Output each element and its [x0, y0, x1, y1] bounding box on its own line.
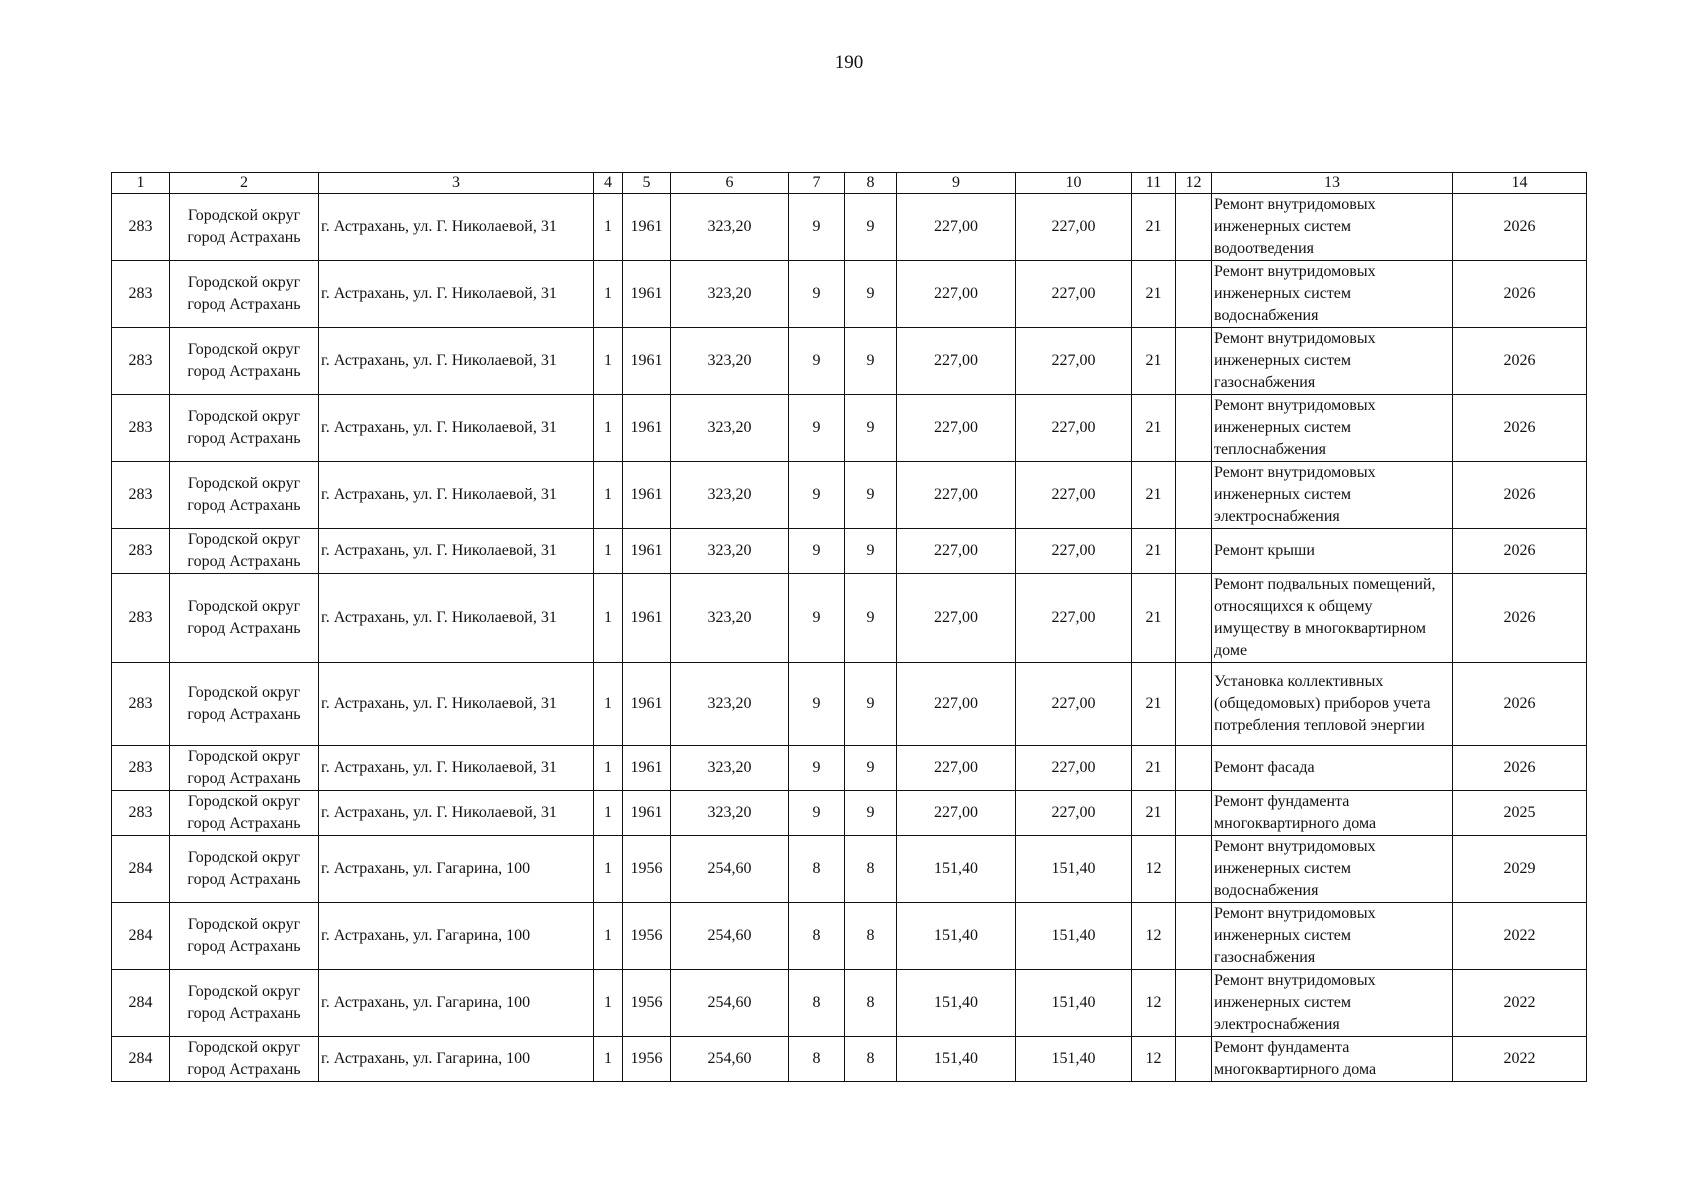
row-number-cell: 284 [112, 970, 170, 1037]
area-cell: 323,20 [671, 529, 789, 574]
col4-cell: 1 [594, 328, 623, 395]
column-header: 1 [112, 173, 170, 194]
col11-cell: 21 [1132, 395, 1176, 462]
col12-cell [1176, 746, 1212, 791]
work-type-cell: Ремонт внутридомовых инженерных систем газоснабжения [1212, 903, 1453, 970]
municipality-cell: Городской округ город Астрахань [170, 663, 319, 746]
col11-cell: 12 [1132, 903, 1176, 970]
col11-cell: 21 [1132, 791, 1176, 836]
year-cell: 1956 [623, 836, 671, 903]
col11-cell: 21 [1132, 529, 1176, 574]
plan-year-cell: 2026 [1453, 529, 1587, 574]
col9-cell: 227,00 [897, 462, 1016, 529]
col8-cell: 9 [845, 791, 897, 836]
municipality-cell: Городской округ город Астрахань [170, 791, 319, 836]
plan-year-cell: 2026 [1453, 462, 1587, 529]
municipality-cell: Городской округ город Астрахань [170, 903, 319, 970]
capital-repair-table [111, 172, 1587, 1082]
col4-cell: 1 [594, 529, 623, 574]
area-cell: 254,60 [671, 836, 789, 903]
municipality-cell: Городской округ город Астрахань [170, 529, 319, 574]
row-number-cell: 283 [112, 395, 170, 462]
year-cell: 1961 [623, 529, 671, 574]
work-type-cell: Ремонт внутридомовых инженерных систем водоотведения [1212, 194, 1453, 261]
area-cell: 323,20 [671, 663, 789, 746]
year-cell: 1961 [623, 328, 671, 395]
year-cell: 1956 [623, 1037, 671, 1082]
area-cell: 323,20 [671, 462, 789, 529]
col4-cell: 1 [594, 836, 623, 903]
address-cell: г. Астрахань, ул. Г. Николаевой, 31 [319, 328, 594, 395]
col8-cell: 9 [845, 395, 897, 462]
row-number-cell: 283 [112, 746, 170, 791]
area-cell: 254,60 [671, 903, 789, 970]
col4-cell: 1 [594, 261, 623, 328]
col4-cell: 1 [594, 746, 623, 791]
year-cell: 1961 [623, 395, 671, 462]
table-row [112, 462, 1587, 529]
work-type-cell: Ремонт внутридомовых инженерных систем водоснабжения [1212, 261, 1453, 328]
area-cell: 323,20 [671, 791, 789, 836]
table-row [112, 395, 1587, 462]
column-header: 10 [1016, 173, 1132, 194]
col4-cell: 1 [594, 574, 623, 663]
row-number-cell: 283 [112, 791, 170, 836]
col12-cell [1176, 970, 1212, 1037]
col7-cell: 9 [789, 529, 845, 574]
col9-cell: 151,40 [897, 903, 1016, 970]
column-header: 5 [623, 173, 671, 194]
col12-cell [1176, 529, 1212, 574]
table-row [112, 903, 1587, 970]
table-row [112, 529, 1587, 574]
col12-cell [1176, 462, 1212, 529]
area-cell: 254,60 [671, 1037, 789, 1082]
work-type-cell: Ремонт фасада [1212, 746, 1453, 791]
work-type-cell: Ремонт внутридомовых инженерных систем теплоснабжения [1212, 395, 1453, 462]
col11-cell: 12 [1132, 1037, 1176, 1082]
col9-cell: 227,00 [897, 395, 1016, 462]
year-cell: 1961 [623, 663, 671, 746]
column-header: 12 [1176, 173, 1212, 194]
col7-cell: 9 [789, 261, 845, 328]
column-header: 9 [897, 173, 1016, 194]
col8-cell: 8 [845, 970, 897, 1037]
col7-cell: 8 [789, 1037, 845, 1082]
area-cell: 323,20 [671, 395, 789, 462]
year-cell: 1961 [623, 194, 671, 261]
row-number-cell: 283 [112, 529, 170, 574]
col9-cell: 151,40 [897, 1037, 1016, 1082]
col10-cell: 227,00 [1016, 746, 1132, 791]
col12-cell [1176, 574, 1212, 663]
row-number-cell: 284 [112, 1037, 170, 1082]
col12-cell [1176, 903, 1212, 970]
work-type-cell: Ремонт крыши [1212, 529, 1453, 574]
col8-cell: 9 [845, 328, 897, 395]
col8-cell: 9 [845, 261, 897, 328]
year-cell: 1961 [623, 574, 671, 663]
col7-cell: 9 [789, 663, 845, 746]
col8-cell: 9 [845, 746, 897, 791]
col11-cell: 21 [1132, 328, 1176, 395]
col9-cell: 227,00 [897, 791, 1016, 836]
col12-cell [1176, 663, 1212, 746]
col7-cell: 9 [789, 395, 845, 462]
year-cell: 1961 [623, 791, 671, 836]
area-cell: 254,60 [671, 970, 789, 1037]
municipality-cell: Городской округ город Астрахань [170, 836, 319, 903]
table-row [112, 663, 1587, 746]
col12-cell [1176, 836, 1212, 903]
col11-cell: 12 [1132, 970, 1176, 1037]
row-number-cell: 283 [112, 574, 170, 663]
col11-cell: 21 [1132, 194, 1176, 261]
table-row [112, 194, 1587, 261]
col4-cell: 1 [594, 791, 623, 836]
table-row [112, 1037, 1587, 1082]
col8-cell: 8 [845, 903, 897, 970]
row-number-cell: 283 [112, 663, 170, 746]
col8-cell: 9 [845, 194, 897, 261]
column-header: 14 [1453, 173, 1587, 194]
row-number-cell: 283 [112, 462, 170, 529]
col12-cell [1176, 395, 1212, 462]
col8-cell: 8 [845, 1037, 897, 1082]
col7-cell: 8 [789, 970, 845, 1037]
col9-cell: 151,40 [897, 836, 1016, 903]
col4-cell: 1 [594, 970, 623, 1037]
address-cell: г. Астрахань, ул. Г. Николаевой, 31 [319, 791, 594, 836]
address-cell: г. Астрахань, ул. Г. Николаевой, 31 [319, 261, 594, 328]
municipality-cell: Городской округ город Астрахань [170, 328, 319, 395]
col9-cell: 227,00 [897, 194, 1016, 261]
year-cell: 1961 [623, 746, 671, 791]
work-type-cell: Ремонт внутридомовых инженерных систем электроснабжения [1212, 462, 1453, 529]
address-cell: г. Астрахань, ул. Г. Николаевой, 31 [319, 574, 594, 663]
col10-cell: 227,00 [1016, 194, 1132, 261]
plan-year-cell: 2026 [1453, 574, 1587, 663]
plan-year-cell: 2026 [1453, 328, 1587, 395]
col9-cell: 151,40 [897, 970, 1016, 1037]
row-number-cell: 284 [112, 903, 170, 970]
municipality-cell: Городской округ город Астрахань [170, 194, 319, 261]
col10-cell: 227,00 [1016, 663, 1132, 746]
column-header: 2 [170, 173, 319, 194]
col10-cell: 227,00 [1016, 462, 1132, 529]
address-cell: г. Астрахань, ул. Гагарина, 100 [319, 836, 594, 903]
row-number-cell: 284 [112, 836, 170, 903]
plan-year-cell: 2026 [1453, 261, 1587, 328]
plan-year-cell: 2022 [1453, 903, 1587, 970]
header-row [112, 173, 1587, 194]
col12-cell [1176, 328, 1212, 395]
col4-cell: 1 [594, 903, 623, 970]
col9-cell: 227,00 [897, 746, 1016, 791]
row-number-cell: 283 [112, 328, 170, 395]
col10-cell: 151,40 [1016, 836, 1132, 903]
column-header: 13 [1212, 173, 1453, 194]
col10-cell: 151,40 [1016, 970, 1132, 1037]
address-cell: г. Астрахань, ул. Г. Николаевой, 31 [319, 395, 594, 462]
municipality-cell: Городской округ город Астрахань [170, 1037, 319, 1082]
col11-cell: 21 [1132, 574, 1176, 663]
col4-cell: 1 [594, 663, 623, 746]
work-type-cell: Ремонт фундамента многоквартирного дома [1212, 1037, 1453, 1082]
municipality-cell: Городской округ город Астрахань [170, 746, 319, 791]
col8-cell: 8 [845, 836, 897, 903]
address-cell: г. Астрахань, ул. Г. Николаевой, 31 [319, 529, 594, 574]
work-type-cell: Ремонт внутридомовых инженерных систем водоснабжения [1212, 836, 1453, 903]
work-type-cell: Ремонт подвальных помещений, относящихся к общему имуществу в многоквартирном доме [1212, 574, 1453, 663]
plan-year-cell: 2026 [1453, 746, 1587, 791]
col9-cell: 227,00 [897, 261, 1016, 328]
plan-year-cell: 2022 [1453, 1037, 1587, 1082]
column-header: 6 [671, 173, 789, 194]
col11-cell: 21 [1132, 462, 1176, 529]
col9-cell: 227,00 [897, 663, 1016, 746]
work-type-cell: Ремонт внутридомовых инженерных систем газоснабжения [1212, 328, 1453, 395]
table-row [112, 836, 1587, 903]
col11-cell: 21 [1132, 746, 1176, 791]
area-cell: 323,20 [671, 261, 789, 328]
plan-year-cell: 2022 [1453, 970, 1587, 1037]
col4-cell: 1 [594, 1037, 623, 1082]
work-type-cell: Ремонт внутридомовых инженерных систем электроснабжения [1212, 970, 1453, 1037]
municipality-cell: Городской округ город Астрахань [170, 395, 319, 462]
table-row [112, 746, 1587, 791]
municipality-cell: Городской округ город Астрахань [170, 574, 319, 663]
col7-cell: 9 [789, 194, 845, 261]
col4-cell: 1 [594, 395, 623, 462]
col7-cell: 8 [789, 903, 845, 970]
municipality-cell: Городской округ город Астрахань [170, 261, 319, 328]
row-number-cell: 283 [112, 194, 170, 261]
year-cell: 1961 [623, 261, 671, 328]
col4-cell: 1 [594, 462, 623, 529]
year-cell: 1961 [623, 462, 671, 529]
work-type-cell: Ремонт фундамента многоквартирного дома [1212, 791, 1453, 836]
area-cell: 323,20 [671, 328, 789, 395]
col12-cell [1176, 194, 1212, 261]
area-cell: 323,20 [671, 194, 789, 261]
work-type-cell: Установка коллективных (общедомовых) приборов учета потребления тепловой энергии [1212, 663, 1453, 746]
municipality-cell: Городской округ город Астрахань [170, 462, 319, 529]
address-cell: г. Астрахань, ул. Г. Николаевой, 31 [319, 194, 594, 261]
table-row [112, 970, 1587, 1037]
year-cell: 1956 [623, 903, 671, 970]
col8-cell: 9 [845, 574, 897, 663]
address-cell: г. Астрахань, ул. Г. Николаевой, 31 [319, 663, 594, 746]
col8-cell: 9 [845, 462, 897, 529]
col9-cell: 227,00 [897, 574, 1016, 663]
address-cell: г. Астрахань, ул. Гагарина, 100 [319, 1037, 594, 1082]
address-cell: г. Астрахань, ул. Гагарина, 100 [319, 970, 594, 1037]
column-header: 7 [789, 173, 845, 194]
col10-cell: 227,00 [1016, 574, 1132, 663]
address-cell: г. Астрахань, ул. Г. Николаевой, 31 [319, 462, 594, 529]
col7-cell: 9 [789, 791, 845, 836]
col7-cell: 9 [789, 574, 845, 663]
col11-cell: 21 [1132, 261, 1176, 328]
col11-cell: 12 [1132, 836, 1176, 903]
address-cell: г. Астрахань, ул. Г. Николаевой, 31 [319, 746, 594, 791]
col8-cell: 9 [845, 529, 897, 574]
address-cell: г. Астрахань, ул. Гагарина, 100 [319, 903, 594, 970]
col7-cell: 9 [789, 462, 845, 529]
col9-cell: 227,00 [897, 328, 1016, 395]
col10-cell: 227,00 [1016, 261, 1132, 328]
col10-cell: 151,40 [1016, 1037, 1132, 1082]
col12-cell [1176, 791, 1212, 836]
plan-year-cell: 2026 [1453, 194, 1587, 261]
col10-cell: 227,00 [1016, 529, 1132, 574]
table-row [112, 791, 1587, 836]
table-row [112, 261, 1587, 328]
plan-year-cell: 2026 [1453, 395, 1587, 462]
table-row [112, 574, 1587, 663]
col10-cell: 151,40 [1016, 903, 1132, 970]
column-header: 8 [845, 173, 897, 194]
col10-cell: 227,00 [1016, 395, 1132, 462]
municipality-cell: Городской округ город Астрахань [170, 970, 319, 1037]
col12-cell [1176, 1037, 1212, 1082]
page-number: 190 [834, 52, 864, 73]
col10-cell: 227,00 [1016, 328, 1132, 395]
col7-cell: 8 [789, 836, 845, 903]
col7-cell: 9 [789, 746, 845, 791]
plan-year-cell: 2026 [1453, 663, 1587, 746]
table-row [112, 328, 1587, 395]
col4-cell: 1 [594, 194, 623, 261]
row-number-cell: 283 [112, 261, 170, 328]
column-header: 4 [594, 173, 623, 194]
col9-cell: 227,00 [897, 529, 1016, 574]
area-cell: 323,20 [671, 574, 789, 663]
column-header: 11 [1132, 173, 1176, 194]
col12-cell [1176, 261, 1212, 328]
column-header: 3 [319, 173, 594, 194]
year-cell: 1956 [623, 970, 671, 1037]
col7-cell: 9 [789, 328, 845, 395]
area-cell: 323,20 [671, 746, 789, 791]
plan-year-cell: 2029 [1453, 836, 1587, 903]
col8-cell: 9 [845, 663, 897, 746]
col10-cell: 227,00 [1016, 791, 1132, 836]
col11-cell: 21 [1132, 663, 1176, 746]
plan-year-cell: 2025 [1453, 791, 1587, 836]
